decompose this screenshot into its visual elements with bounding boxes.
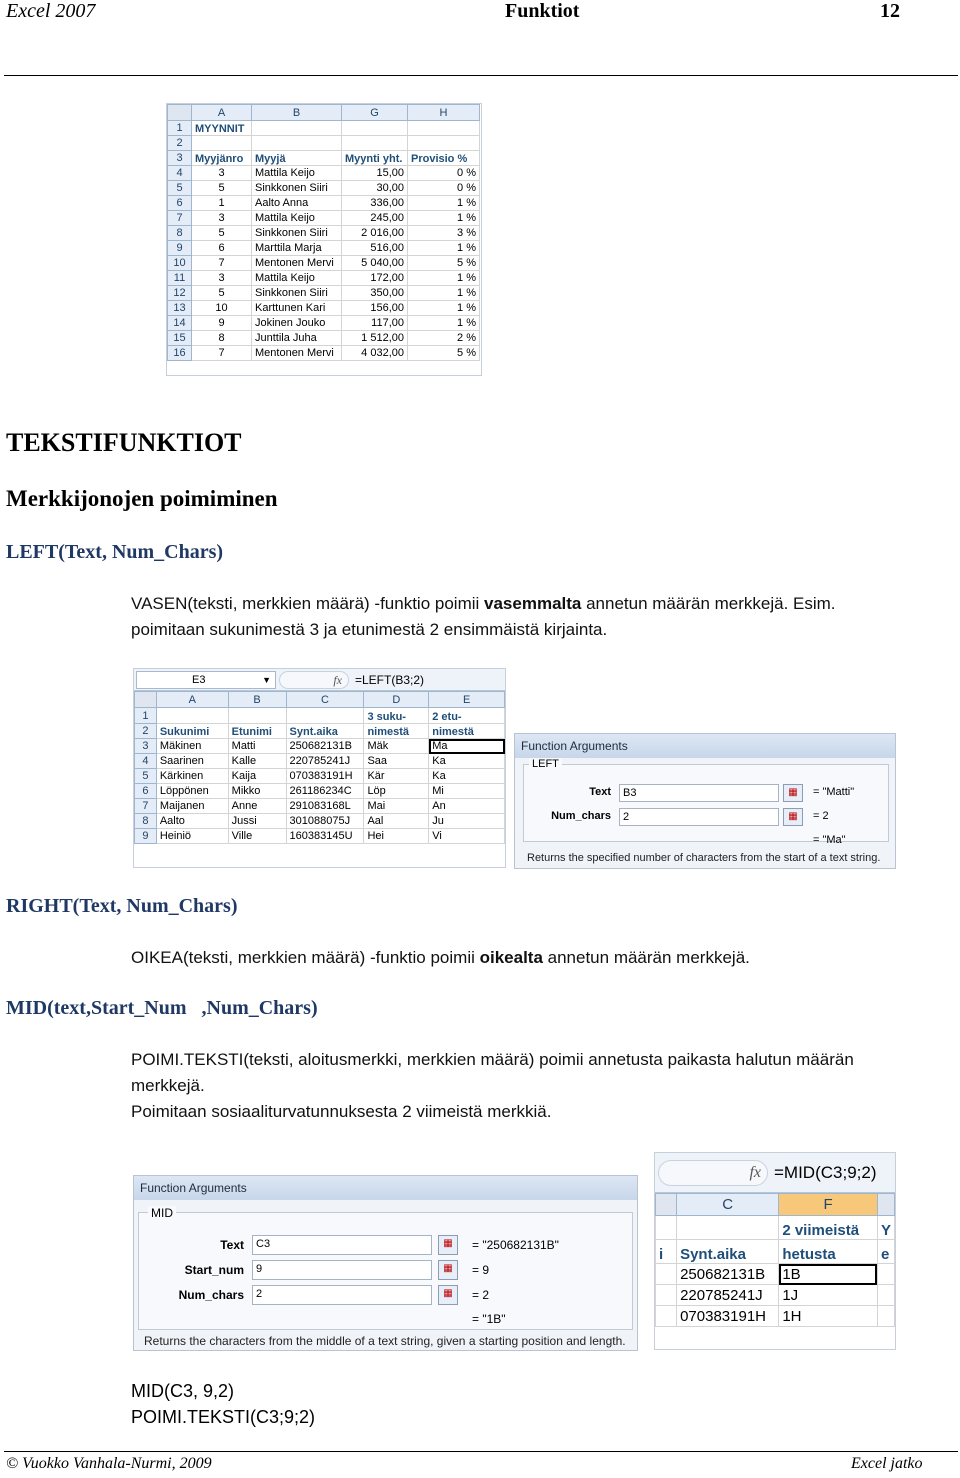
row-header: 5 — [168, 181, 192, 196]
table-cell: Aalto — [156, 814, 228, 829]
table-cell: 261186234C — [286, 784, 364, 799]
table-cell — [656, 1285, 677, 1306]
row-header: 6 — [135, 784, 157, 799]
arg-input-num-chars[interactable]: 2 — [252, 1285, 432, 1305]
table-cell: Mikko — [228, 784, 286, 799]
table-cell: Mäk — [364, 739, 429, 754]
table-cell: 3 — [192, 166, 252, 181]
table-cell: Ka — [429, 754, 505, 769]
table-cell: 250682131B — [677, 1264, 779, 1285]
table-cell: Mattila Keijo — [252, 211, 342, 226]
arg-label-num-chars: Num_chars — [178, 1288, 244, 1302]
table-cell: 350,00 — [342, 286, 408, 301]
collapse-dialog-icon[interactable]: ▦ — [438, 1285, 458, 1305]
column-header-row — [656, 1194, 895, 1216]
table-cell: Aalto Anna — [252, 196, 342, 211]
mid-description: POIMI.TEKSTI(teksti, aloitusmerkki, merkkien määrä) poimii annetusta paikasta halutun määrän merkkejä. Poimitaan sosiaaliturvatunnuksesta 2 viimeistä merkkiä. — [131, 1050, 854, 1121]
table-cell: 2 016,00 — [342, 226, 408, 241]
table-cell: MYYNNIT — [192, 121, 252, 136]
table-cell: 117,00 — [342, 316, 408, 331]
column-header: E — [429, 692, 505, 708]
arg-input-start-num[interactable]: 9 — [252, 1260, 432, 1280]
function-description: Returns the specified number of characters from the start of a text string. — [527, 852, 881, 864]
table-cell: Anne — [228, 799, 286, 814]
row-header: 6 — [168, 196, 192, 211]
table-cell: 6 — [192, 241, 252, 256]
row-header: 1 — [168, 121, 192, 136]
table-cell: Kaija — [228, 769, 286, 784]
table-row — [656, 1285, 895, 1306]
table-cell: 220785241J — [677, 1285, 779, 1306]
row-header: 2 — [168, 136, 192, 151]
spreadsheet-left-example — [133, 668, 506, 868]
row-header: 13 — [168, 301, 192, 316]
table-cell[interactable]: Ma — [429, 739, 505, 754]
row-header: 7 — [135, 799, 157, 814]
table-row — [168, 331, 480, 346]
table-cell — [156, 708, 228, 724]
table-cell: Mi — [429, 784, 505, 799]
table-cell: Provisio % — [408, 151, 480, 166]
table-row — [656, 1306, 895, 1327]
formula-example-fi: POIMI.TEKSTI(C3;9;2) — [131, 1407, 316, 1427]
row-header: 4 — [135, 754, 157, 769]
table-cell: 15,00 — [342, 166, 408, 181]
column-header: A — [156, 692, 228, 708]
table-row — [656, 1264, 895, 1285]
table-cell: Ville — [228, 829, 286, 844]
page-header — [0, 0, 960, 78]
table-cell — [342, 121, 408, 136]
column-header: A — [192, 105, 252, 121]
table-cell: 0 % — [408, 166, 480, 181]
footer-rule — [4, 1451, 958, 1452]
arg-result-num-chars: = 2 — [472, 1288, 490, 1302]
function-name: MID — [148, 1206, 176, 1220]
table-cell: 5 — [192, 181, 252, 196]
right-description: OIKEA(teksti, merkkien määrä) -funktio poimii oikealta annetun määrän merkkejä. — [131, 948, 750, 967]
table-cell: Jussi — [228, 814, 286, 829]
column-header: B — [252, 105, 342, 121]
row-header: 1 — [135, 708, 157, 724]
table-cell — [677, 1216, 779, 1240]
dialog-title: Function Arguments — [515, 734, 895, 758]
header-title: Funktiot — [505, 0, 580, 22]
function-name: LEFT — [529, 758, 562, 770]
table-cell: 5 % — [408, 256, 480, 271]
row-header: 15 — [168, 331, 192, 346]
table-cell: Myyjänro — [192, 151, 252, 166]
table-cell: 7 — [192, 256, 252, 271]
fx-icon[interactable]: fx — [279, 671, 349, 689]
column-header: C — [286, 692, 364, 708]
table-row — [168, 316, 480, 331]
table-cell: Sinkkonen Siiri — [252, 226, 342, 241]
row-header: 16 — [168, 346, 192, 361]
table-cell — [252, 121, 342, 136]
table-cell: 1 % — [408, 316, 480, 331]
column-header: H — [408, 105, 480, 121]
heading-right: RIGHT(Text, Num_Chars) — [6, 895, 238, 917]
table-cell: Synt.aika — [677, 1240, 779, 1264]
table-cell: 250682131B — [286, 739, 364, 754]
row-header: 10 — [168, 256, 192, 271]
footer-copyright: © Vuokko Vanhala-Nurmi, 2009 — [6, 1455, 212, 1472]
sheet1-grid — [167, 104, 480, 361]
table-cell: Ka — [429, 769, 505, 784]
table-cell: 8 — [192, 331, 252, 346]
select-all-corner — [168, 105, 192, 121]
table-cell: Mattila Keijo — [252, 166, 342, 181]
table-cell: An — [429, 799, 505, 814]
select-all-corner — [135, 692, 157, 708]
table-cell: e — [877, 1240, 894, 1264]
function-result: = "Ma" — [813, 834, 846, 846]
table-cell: nimestä — [364, 724, 429, 739]
table-cell: Etunimi — [228, 724, 286, 739]
heading-merkkijonojen: Merkkijonojen poimiminen — [6, 486, 278, 511]
table-cell: 5 % — [408, 346, 480, 361]
table-cell: 1 % — [408, 271, 480, 286]
table-cell: Kär — [364, 769, 429, 784]
table-cell: 3 — [192, 211, 252, 226]
column-header-row — [168, 105, 480, 121]
table-cell: 1 % — [408, 211, 480, 226]
arg-input-text[interactable]: B3 — [619, 784, 779, 802]
table-row — [135, 799, 505, 814]
row-header: 8 — [135, 814, 157, 829]
row-header: 12 — [168, 286, 192, 301]
row-header: 11 — [168, 271, 192, 286]
table-row — [135, 724, 505, 739]
table-cell — [656, 1264, 677, 1285]
header-left: Excel 2007 — [6, 0, 96, 22]
heading-tekstifunktiot: TEKSTIFUNKTIOT — [6, 428, 242, 457]
table-cell: Sinkkonen Siiri — [252, 181, 342, 196]
table-row — [168, 271, 480, 286]
header-rule — [4, 75, 958, 76]
table-cell: 1 % — [408, 286, 480, 301]
table-row — [168, 241, 480, 256]
table-cell: 291083168L — [286, 799, 364, 814]
table-cell[interactable]: 1B — [779, 1264, 878, 1285]
heading-left: LEFT(Text, Num_Chars) — [6, 541, 224, 563]
table-row — [135, 829, 505, 844]
function-result: = "1B" — [472, 1312, 506, 1326]
table-cell — [877, 1285, 894, 1306]
row-header: 8 — [168, 226, 192, 241]
table-cell: Löppönen — [156, 784, 228, 799]
table-cell: Marttila Marja — [252, 241, 342, 256]
collapse-dialog-icon[interactable]: ▦ — [783, 808, 803, 826]
table-cell: 245,00 — [342, 211, 408, 226]
table-cell: 172,00 — [342, 271, 408, 286]
table-cell — [877, 1306, 894, 1327]
table-cell: Junttila Juha — [252, 331, 342, 346]
page-number: 12 — [880, 0, 900, 22]
table-cell: 3 % — [408, 226, 480, 241]
table-cell: 2 etu- — [429, 708, 505, 724]
table-cell: 160383145U — [286, 829, 364, 844]
arg-label-start-num: Start_num — [184, 1263, 244, 1277]
table-cell: Y — [877, 1216, 894, 1240]
table-row — [656, 1216, 895, 1240]
table-row — [168, 346, 480, 361]
sheet2-grid — [134, 691, 505, 844]
table-cell: 336,00 — [342, 196, 408, 211]
table-cell: Jokinen Jouko — [252, 316, 342, 331]
table-cell: Löp — [364, 784, 429, 799]
formula-bar — [655, 1153, 895, 1193]
table-cell: Myynti yht. — [342, 151, 408, 166]
table-cell — [342, 136, 408, 151]
table-cell: 516,00 — [342, 241, 408, 256]
table-row — [168, 196, 480, 211]
table-cell: Mäkinen — [156, 739, 228, 754]
table-cell: 10 — [192, 301, 252, 316]
table-row — [135, 739, 505, 754]
row-header: 3 — [135, 739, 157, 754]
table-cell: Mai — [364, 799, 429, 814]
column-header: F — [779, 1194, 878, 1216]
fx-icon[interactable]: fx — [658, 1160, 768, 1186]
arg-label-num-chars: Num_chars — [551, 810, 611, 822]
table-cell — [252, 136, 342, 151]
arg-label-text: Text — [589, 786, 611, 798]
table-row — [168, 121, 480, 136]
table-cell: Mattila Keijo — [252, 271, 342, 286]
table-cell: Matti — [228, 739, 286, 754]
table-cell: Mentonen Mervi — [252, 256, 342, 271]
function-arguments-dialog-mid — [133, 1175, 638, 1351]
formula-input[interactable]: =LEFT(B3;2) — [355, 672, 425, 687]
table-cell: Karttunen Kari — [252, 301, 342, 316]
dialog-title: Function Arguments — [134, 1176, 637, 1200]
column-header: D — [364, 692, 429, 708]
table-cell: Kalle — [228, 754, 286, 769]
spreadsheet-myynnit — [166, 103, 482, 376]
arg-result-text: = "250682131B" — [472, 1238, 559, 1252]
table-row — [135, 769, 505, 784]
formula-input[interactable]: =MID(C3;9;2) — [774, 1162, 877, 1182]
table-cell: Mentonen Mervi — [252, 346, 342, 361]
table-cell: 0 % — [408, 181, 480, 196]
table-row — [168, 226, 480, 241]
table-cell: Heiniö — [156, 829, 228, 844]
collapse-dialog-icon[interactable]: ▦ — [438, 1235, 458, 1255]
table-row — [135, 708, 505, 724]
arg-result-start-num: = 9 — [472, 1263, 490, 1277]
table-cell: 5 — [192, 286, 252, 301]
table-cell: Aal — [364, 814, 429, 829]
column-header: B — [228, 692, 286, 708]
left-description: VASEN(teksti, merkkien määrä) -funktio poimii vasemmalta annetun määrän merkkejä. Esim. poimitaan sukunimestä 3 ja etunimestä 2 ensimmäistä kirjainta. — [131, 594, 836, 639]
row-header: 14 — [168, 316, 192, 331]
table-cell — [192, 136, 252, 151]
row-header: 2 — [135, 724, 157, 739]
column-header-row — [135, 692, 505, 708]
table-cell: 156,00 — [342, 301, 408, 316]
table-cell: 1H — [779, 1306, 878, 1327]
table-cell: Synt.aika — [286, 724, 364, 739]
table-cell: Vi — [429, 829, 505, 844]
row-header: 9 — [135, 829, 157, 844]
table-cell: Ju — [429, 814, 505, 829]
table-cell: 3 — [192, 271, 252, 286]
table-cell — [656, 1306, 677, 1327]
table-cell: 5 — [192, 226, 252, 241]
table-cell: 7 — [192, 346, 252, 361]
table-cell: Myyjä — [252, 151, 342, 166]
formula-bar — [134, 669, 505, 691]
collapse-dialog-icon[interactable]: ▦ — [438, 1260, 458, 1280]
heading-mid: MID(text,Start_Num ,Num_Chars) — [6, 997, 318, 1019]
table-cell: 1J — [779, 1285, 878, 1306]
table-cell: 1 512,00 — [342, 331, 408, 346]
row-header: 3 — [168, 151, 192, 166]
table-cell: Saarinen — [156, 754, 228, 769]
spreadsheet-mid-example — [654, 1152, 896, 1350]
arg-group — [523, 764, 889, 842]
table-cell — [228, 708, 286, 724]
sheet3-grid — [655, 1193, 895, 1327]
table-cell: i — [656, 1240, 677, 1264]
table-cell: 5 040,00 — [342, 256, 408, 271]
table-row — [168, 181, 480, 196]
table-cell: 30,00 — [342, 181, 408, 196]
name-box[interactable]: E3 ▼ — [136, 671, 276, 689]
arg-result-text: = "Matti" — [813, 786, 855, 798]
table-cell: 070383191H — [677, 1306, 779, 1327]
table-cell — [286, 708, 364, 724]
table-cell: 3 suku- — [364, 708, 429, 724]
table-cell: Hei — [364, 829, 429, 844]
column-header-fragment — [877, 1194, 894, 1216]
table-row — [168, 256, 480, 271]
arg-label-text: Text — [220, 1238, 244, 1252]
column-header: G — [342, 105, 408, 121]
table-cell — [408, 136, 480, 151]
table-cell: Saa — [364, 754, 429, 769]
table-cell: Kärkinen — [156, 769, 228, 784]
row-header: 4 — [168, 166, 192, 181]
table-row — [168, 166, 480, 181]
table-cell: 301088075J — [286, 814, 364, 829]
table-cell: 070383191H — [286, 769, 364, 784]
table-cell: 1 % — [408, 301, 480, 316]
table-cell: 9 — [192, 316, 252, 331]
table-cell: 220785241J — [286, 754, 364, 769]
table-cell: Maijanen — [156, 799, 228, 814]
table-row — [168, 211, 480, 226]
table-cell: 2 viimeistä — [779, 1216, 878, 1240]
table-row — [168, 136, 480, 151]
table-cell: Sukunimi — [156, 724, 228, 739]
arg-input-num-chars[interactable]: 2 — [619, 808, 779, 826]
footer-course: Excel jatko — [851, 1455, 923, 1472]
row-header: 9 — [168, 241, 192, 256]
column-header: C — [677, 1194, 779, 1216]
table-row — [168, 301, 480, 316]
formula-example-en: MID(C3, 9,2) — [131, 1381, 235, 1401]
table-cell — [877, 1264, 894, 1285]
arg-input-text[interactable]: C3 — [252, 1235, 432, 1255]
table-row — [135, 784, 505, 799]
table-cell — [656, 1216, 677, 1240]
table-row — [656, 1240, 895, 1264]
table-row — [168, 151, 480, 166]
table-row — [168, 286, 480, 301]
chevron-down-icon[interactable]: ▼ — [262, 674, 271, 685]
table-cell: hetusta — [779, 1240, 878, 1264]
collapse-dialog-icon[interactable]: ▦ — [783, 784, 803, 802]
table-cell: nimestä — [429, 724, 505, 739]
function-description: Returns the characters from the middle of a text string, given a starting position and length. — [144, 1334, 626, 1348]
row-header: 5 — [135, 769, 157, 784]
table-row — [135, 814, 505, 829]
table-cell: 2 % — [408, 331, 480, 346]
table-cell: 1 — [192, 196, 252, 211]
row-header: 7 — [168, 211, 192, 226]
arg-result-num-chars: = 2 — [813, 810, 829, 822]
function-arguments-dialog-left — [514, 733, 896, 869]
table-cell — [408, 121, 480, 136]
table-cell: 1 % — [408, 241, 480, 256]
table-row — [135, 754, 505, 769]
select-all-corner — [656, 1194, 677, 1216]
table-cell: Sinkkonen Siiri — [252, 286, 342, 301]
table-cell: 1 % — [408, 196, 480, 211]
table-cell: 4 032,00 — [342, 346, 408, 361]
